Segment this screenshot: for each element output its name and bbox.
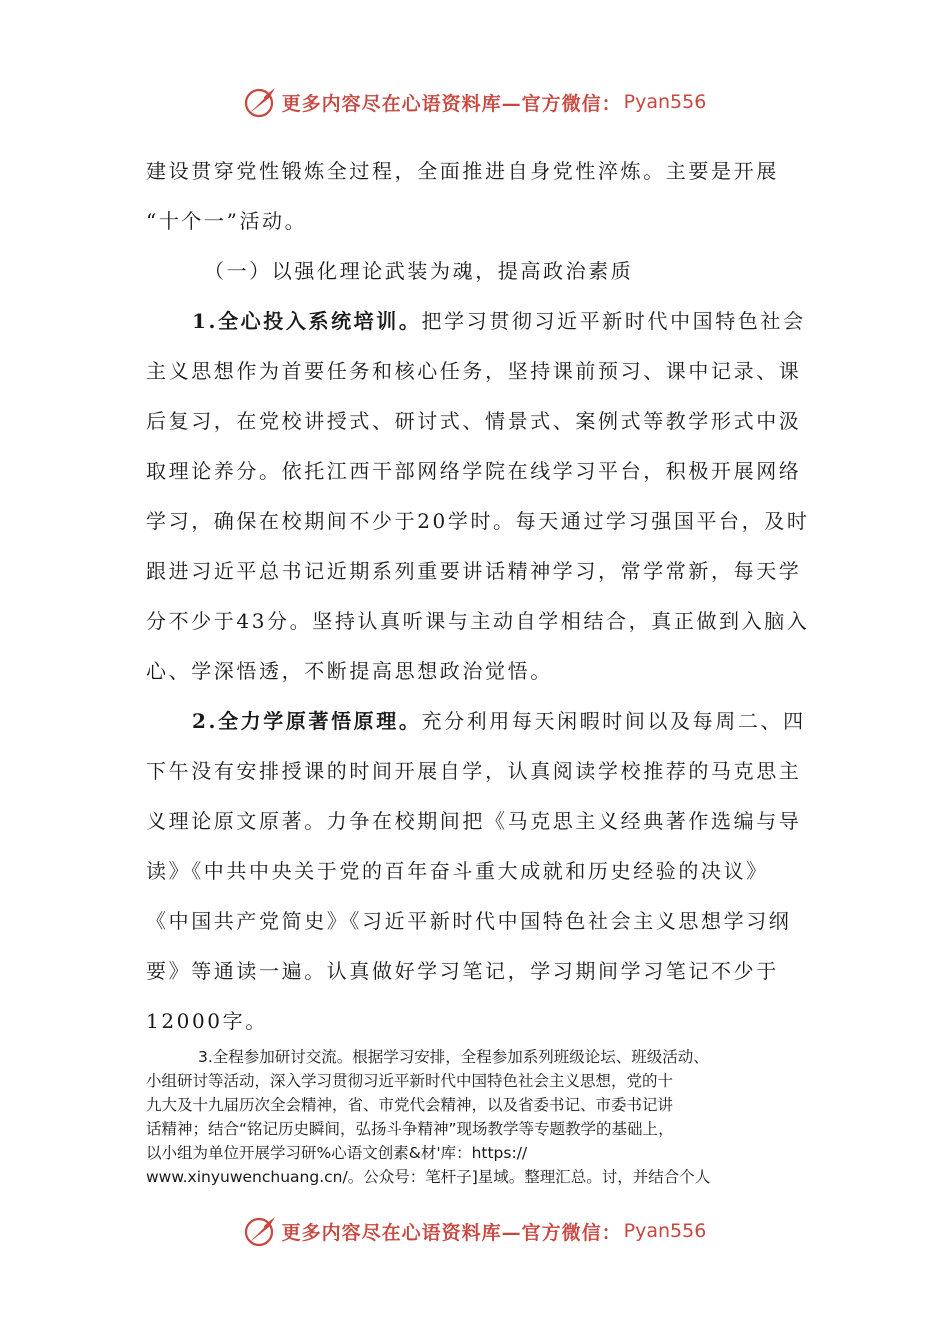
quill-pen-logo-icon [244,85,278,119]
item3-line: www.xinyuwenchuang.cn/。公众号：笔杆子]星域。整理汇总。讨，并结合个人 [146,1168,711,1186]
item3-line: 3.全程参加研讨交流。根据学习安排，全程参加系列班级论坛、班级活动、 [198,1048,709,1066]
item1-line: 心、学深悟透，不断提高思想政治觉悟。 [146,659,553,683]
item2-bold-lead: 2.全力学原著悟原理。 [192,709,422,733]
item2-line: 要》等通读一遍。认真做好学习笔记，学习期间学习笔记不少于 [146,959,779,983]
item2-line: 义理论原文原著。力争在校期间把《马克思主义经典著作选编与导 [146,809,802,833]
item3-line: 小组研讨等活动，深入学习贯彻习近平新时代中国特色社会主义思想，党的十 [146,1072,674,1090]
item1-line: 后复习，在党校讲授式、研讨式、情景式、案例式等教学形式中汲 [146,409,802,433]
item2-line: 读》《中共中央关于党的百年奋斗重大成就和历史经验的决议》 [146,859,769,883]
item3-line: 九大及十九届历次全会精神，省、市党代会精神，以及省委书记、市委书记讲 [146,1096,674,1114]
wechat-id: Pyan556 [623,91,707,113]
item1-line: 主义思想作为首要任务和核心任务，坚持课前预习、课中记录、课 [146,359,802,383]
item2-line: 《中国共产党简史》《习近平新时代中国特色社会主义思想学习纲 [146,909,792,933]
item3-line: 话精神；结合“铭记历史瞬间，弘扬斗争精神”现场教学等专题教学的基础上， [146,1120,674,1138]
item3-line: 以小组为单位开展学习研%心语文创素&材'库：https:// [146,1144,528,1162]
banner-text: 更多内容尽在心语资料库—官方微信： [281,92,622,115]
item2-line: 12000字。 [146,1009,268,1033]
banner-text: 更多内容尽在心语资料库—官方微信： [281,1221,622,1244]
header-banner [0,82,950,122]
item2-first-line-rest: 充分利用每天闲暇时间以及每周二、四 [421,709,806,733]
intro-line: 建设贯穿党性锻炼全过程，全面推进自身党性淬炼。主要是开展 [146,159,779,183]
item1-first-line [192,306,806,336]
quill-pen-logo-icon [244,1214,278,1248]
footer-banner [0,1211,950,1251]
item1-first-line-rest: 把学习贯彻习近平新时代中国特色社会 [421,309,806,333]
item2-first-line [192,706,806,736]
item2-line: 下午没有安排授课的时间开展自学，认真阅读学校推荐的马克思主 [146,759,802,783]
item1-line: 学习，确保在校期间不少于20学时。每天通过学习强国平台，及时 [146,509,810,533]
item1-bold-lead: 1.全心投入系统培训。 [192,309,422,333]
item1-line: 跟进习近平总书记近期系列重要讲话精神学习，常学常新，每天学 [146,559,802,583]
intro-line: “十个一”活动。 [146,209,308,233]
item1-line: 分不少于43分。坚持认真听课与主动自学相结合，真正做到入脑入 [146,609,810,633]
wechat-id: Pyan556 [623,1220,707,1242]
section-heading: （一）以强化理论武装为魂，提高政治素质 [204,259,634,283]
item1-line: 取理论养分。依托江西干部网络学院在线学习平台，积极开展网络 [146,459,802,483]
